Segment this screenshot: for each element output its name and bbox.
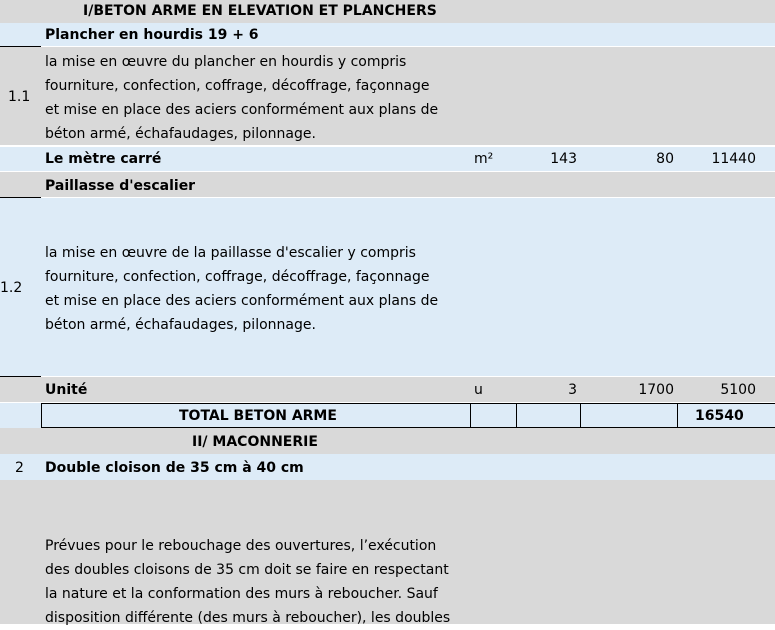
item-unit-row (0, 147, 775, 171)
description-line: Prévues pour le rebouchage des ouvertures, l’exécution (45, 538, 437, 554)
item-description (45, 241, 438, 337)
item-unit-row (0, 377, 775, 402)
description-line: fourniture, confection, coffrage, décoffrage, façonnage (45, 78, 430, 94)
description-line: fourniture, confection, coffrage, décoffrage, façonnage (45, 269, 430, 285)
cell-border (41, 403, 775, 404)
section-header-row (0, 428, 775, 454)
item-title-row (0, 23, 775, 46)
item-description-row (0, 198, 775, 376)
description-line: la mise en œuvre de la paillasse d'escalier y compris (45, 245, 416, 261)
item-description-row (0, 480, 775, 624)
price-cell: 80 (656, 151, 674, 167)
unit-cell: u (474, 382, 483, 398)
cell-border (580, 403, 581, 428)
cell-border (677, 403, 678, 428)
unit-cell: m² (474, 151, 494, 167)
total-label: TOTAL BETON ARME (179, 408, 337, 424)
section-title: II/ MACONNERIE (192, 434, 318, 450)
item-number: 2 (15, 460, 24, 476)
description-line: béton armé, échafaudages, pilonnage. (45, 126, 316, 142)
cell-border (516, 403, 517, 428)
item-title-row (0, 454, 775, 480)
item-number: 1.2 (0, 280, 23, 296)
quantity-cell: 143 (550, 151, 577, 167)
item-description (45, 534, 450, 630)
item-title: Paillasse d'escalier (45, 178, 196, 194)
item-title: Plancher en hourdis 19 + 6 (45, 27, 259, 43)
unit-label: Unité (45, 382, 88, 398)
cell-border (470, 403, 471, 428)
item-description (45, 50, 438, 146)
total-row (0, 403, 775, 428)
section-title: I/BETON ARME EN ELEVATION ET PLANCHERS (83, 3, 437, 19)
item-title-row (0, 172, 775, 197)
item-description-row (0, 47, 775, 145)
item-title: Double cloison de 35 cm à 40 cm (45, 460, 304, 476)
total-value: 16540 (695, 408, 744, 424)
price-cell: 1700 (638, 382, 674, 398)
cell-border (41, 403, 42, 428)
description-line: et mise en place des aciers conformément aux plans de (45, 293, 439, 309)
quantity-cell: 3 (568, 382, 577, 398)
unit-label: Le mètre carré (45, 151, 162, 167)
description-line: disposition différente (des murs à reboucher), les doubles (45, 610, 451, 626)
description-line: béton armé, échafaudages, pilonnage. (45, 317, 316, 333)
description-line: la nature et la conformation des murs à reboucher. Sauf (45, 586, 438, 602)
description-line: et mise en place des aciers conformément aux plans de (45, 102, 439, 118)
amount-cell: 5100 (720, 382, 756, 398)
section-header-row (0, 0, 775, 23)
description-line: la mise en œuvre du plancher en hourdis y compris (45, 54, 407, 70)
item-number: 1.1 (8, 89, 31, 105)
description-line: des doubles cloisons de 35 cm doit se faire en respectant (45, 562, 449, 578)
amount-cell: 11440 (711, 151, 756, 167)
